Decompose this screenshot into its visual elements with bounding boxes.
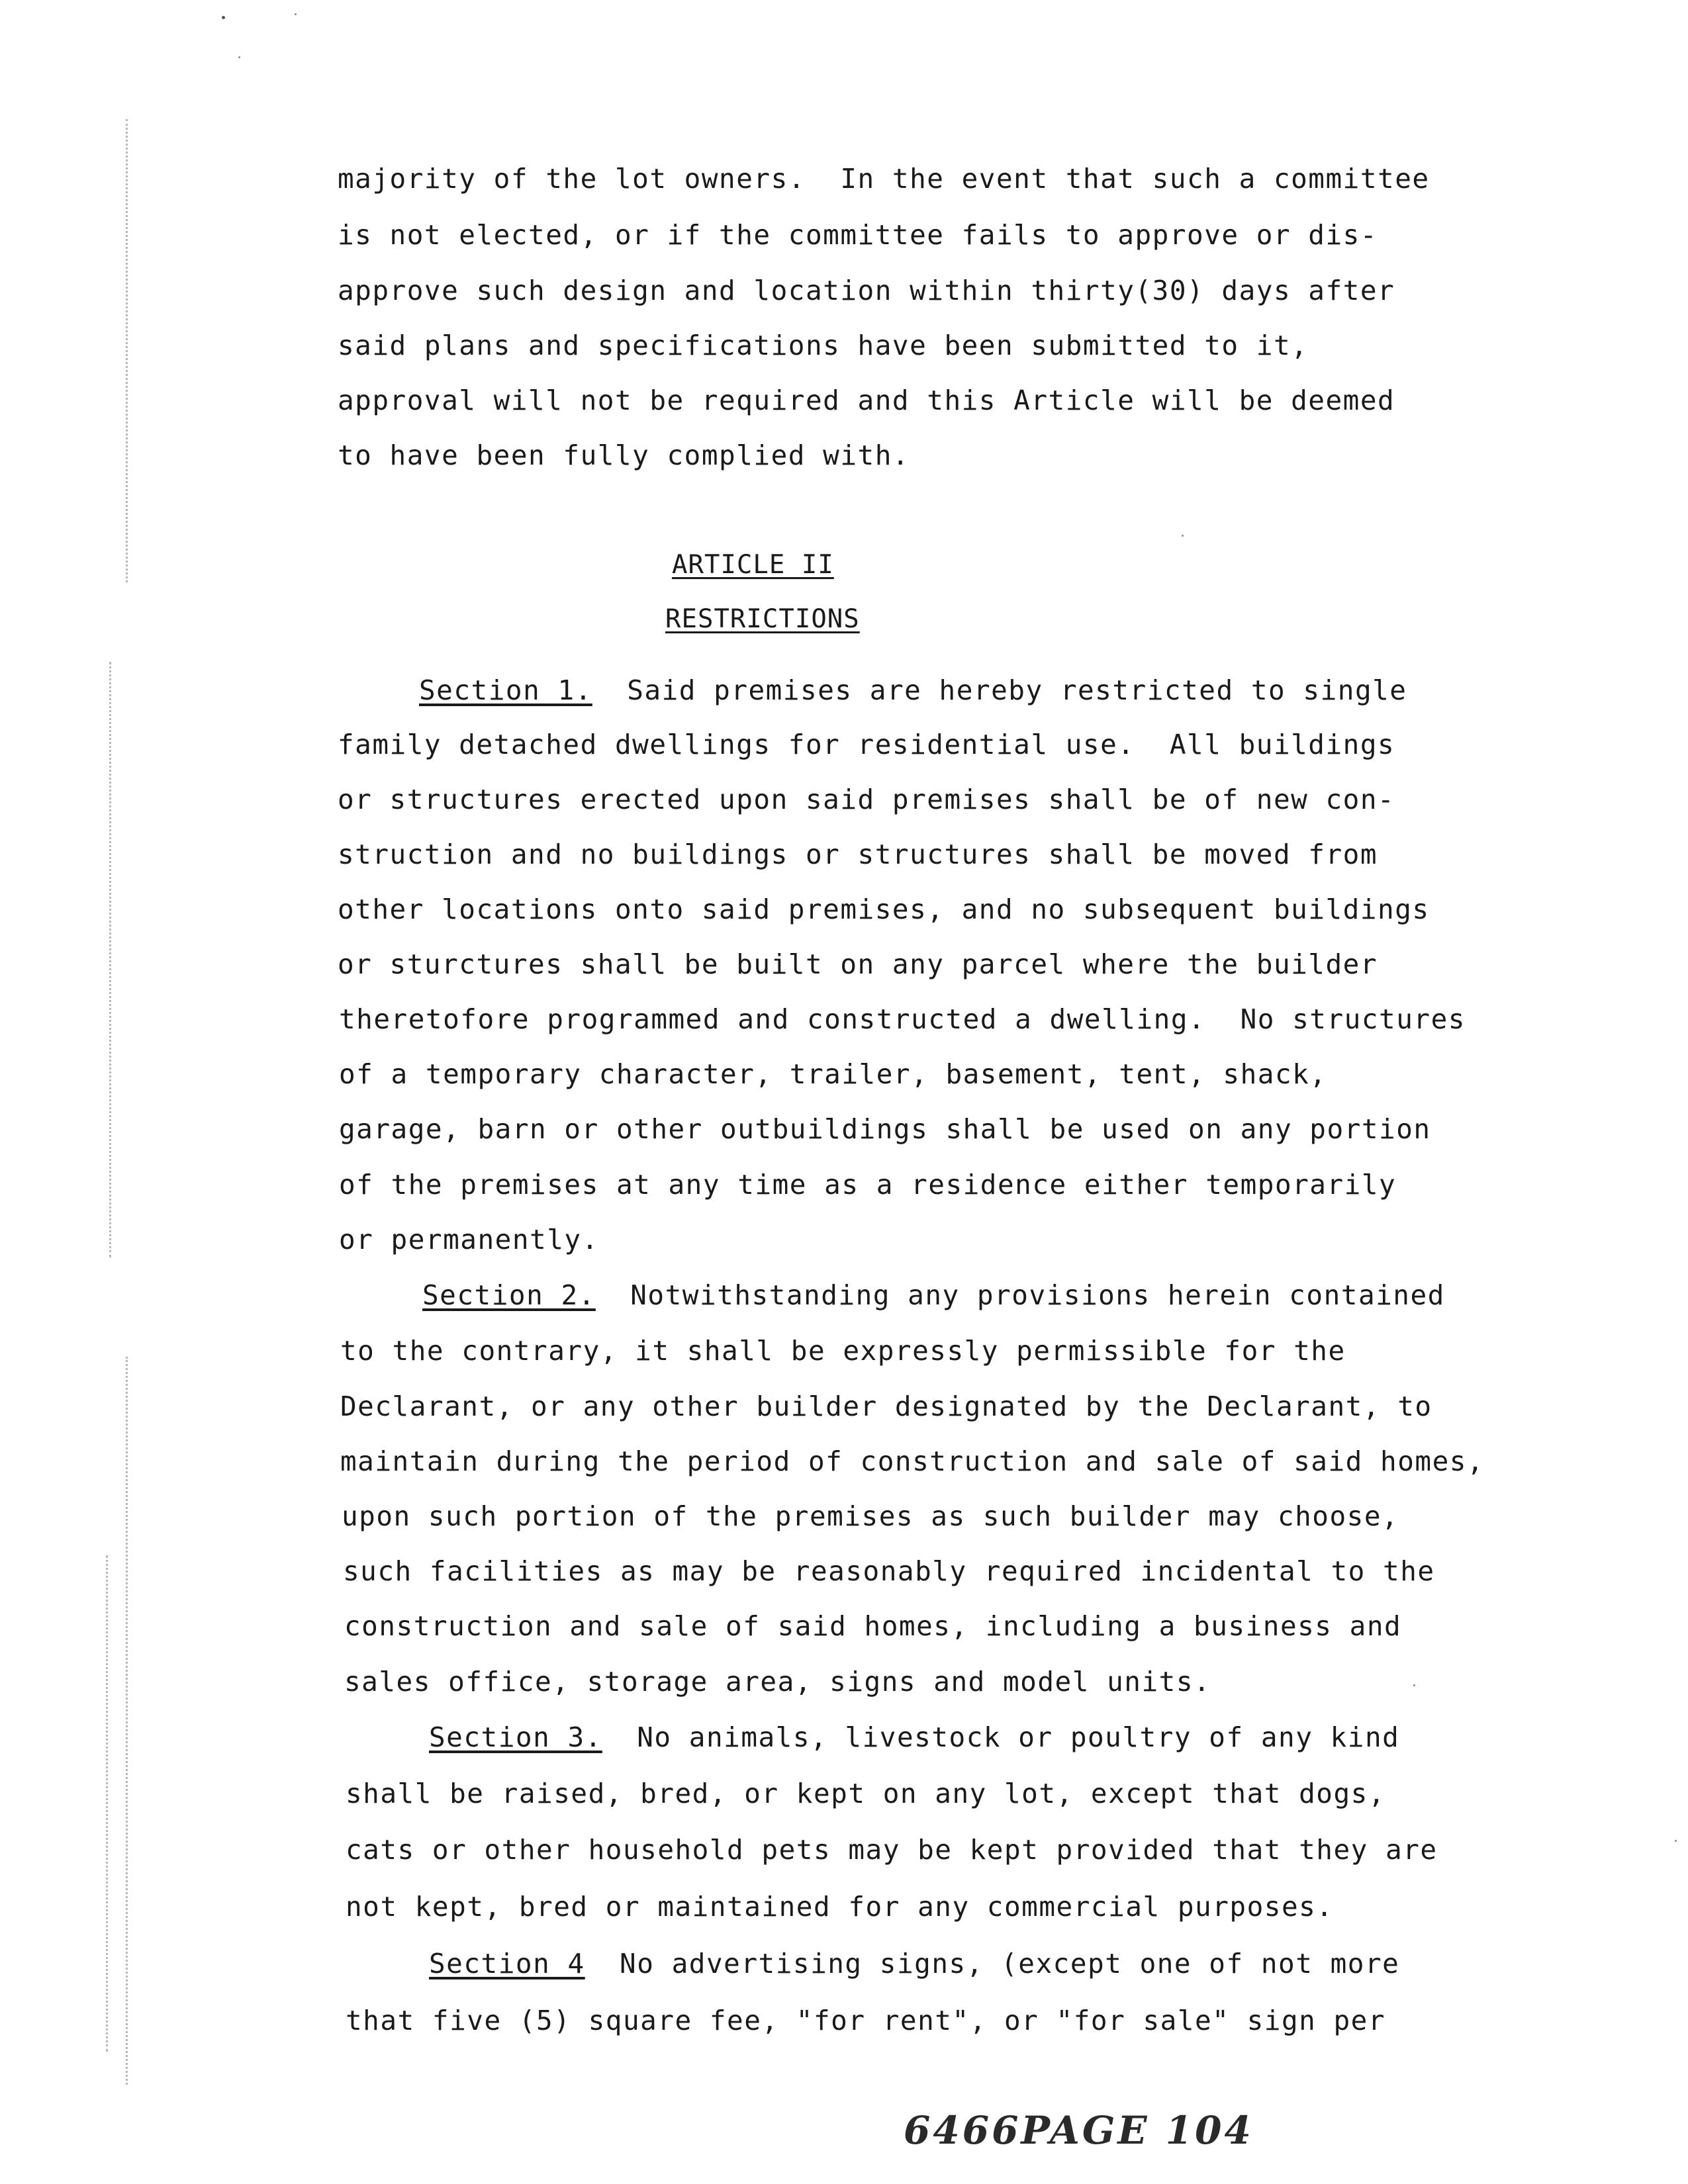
body-line: of the premises at any time as a residence either temporarily: [339, 1169, 1397, 1201]
body-line: garage, barn or other outbuildings shall be used on any portion: [339, 1113, 1431, 1145]
section-4-first-line: [429, 1947, 1399, 1980]
scan-speck: [1182, 535, 1184, 537]
body-line: Declarant, or any other builder designated by the Declarant, to: [340, 1390, 1432, 1422]
scan-noise: [109, 662, 114, 1257]
body-line: to the contrary, it shall be expressly permissible for the: [340, 1335, 1346, 1367]
body-line: other locations onto said premises, and no subsequent buildings: [338, 893, 1430, 925]
section-4-text: No advertising signs, (except one of not more: [585, 1948, 1400, 1979]
body-line: that five (5) square fee, "for rent", or "for sale" sign per: [346, 2005, 1386, 2036]
body-line: sales office, storage area, signs and model units.: [344, 1666, 1211, 1698]
scan-noise: [126, 1357, 130, 2085]
section-1-first-line: [419, 674, 1407, 707]
scan-noise: [106, 1555, 111, 2052]
body-line: is not elected, or if the committee fails to approve or dis-: [338, 219, 1378, 251]
scan-speck: [238, 56, 240, 58]
body-line: approve such design and location within thirty(30) days after: [338, 275, 1395, 306]
body-line: or permanently.: [339, 1224, 599, 1255]
body-line: cats or other household pets may be kept provided that they are: [346, 1834, 1438, 1866]
body-line: of a temporary character, trailer, basement, tent, shack,: [339, 1058, 1327, 1090]
body-line: or sturctures shall be built on any parcel where the builder: [338, 948, 1378, 980]
body-line: family detached dwellings for residential use. All buildings: [338, 729, 1395, 760]
body-line: construction and sale of said homes, including a business and: [344, 1610, 1402, 1642]
body-line: majority of the lot owners. In the event that such a committee: [338, 163, 1430, 195]
body-line: maintain during the period of construction and sale of said homes,: [340, 1445, 1485, 1477]
body-line: struction and no buildings or structures shall be moved from: [338, 839, 1378, 870]
section-1-label: Section 1.: [419, 674, 592, 706]
section-3-label: Section 3.: [429, 1721, 602, 1753]
article-heading: ARTICLE II: [672, 550, 834, 580]
section-1-text: Said premises are hereby restricted to single: [592, 674, 1407, 706]
section-3-first-line: [429, 1721, 1399, 1754]
section-4-label: Section 4: [429, 1948, 585, 1979]
body-line: such facilities as may be reasonably required incidental to the: [343, 1555, 1435, 1587]
scan-speck: [295, 13, 297, 15]
body-line: upon such portion of the premises as such builder may choose,: [342, 1500, 1399, 1532]
scan-speck: [1675, 1840, 1677, 1842]
section-3-text: No animals, livestock or poultry of any kind: [602, 1721, 1400, 1753]
section-2-label: Section 2.: [422, 1279, 596, 1311]
scan-speck: [222, 16, 225, 19]
scan-noise: [126, 119, 130, 582]
body-line: or structures erected upon said premises shall be of new con-: [338, 784, 1395, 815]
body-line: not kept, bred or maintained for any commercial purposes.: [346, 1891, 1334, 1923]
body-line: said plans and specifications have been submitted to it,: [338, 330, 1309, 361]
article-subheading: RESTRICTIONS: [665, 604, 860, 634]
body-line: shall be raised, bred, or kept on any lot, except that dogs,: [346, 1778, 1386, 1809]
recording-stamp: 6466PAGE 104: [904, 2108, 1254, 2153]
body-line: to have been fully complied with.: [338, 439, 910, 471]
section-2-first-line: [422, 1279, 1445, 1312]
section-2-text: Notwithstanding any provisions herein contained: [595, 1279, 1445, 1311]
scan-speck: [1413, 1684, 1415, 1686]
body-line: approval will not be required and this Article will be deemed: [338, 385, 1395, 416]
body-line: theretofore programmed and constructed a dwelling. No structures: [339, 1003, 1466, 1035]
